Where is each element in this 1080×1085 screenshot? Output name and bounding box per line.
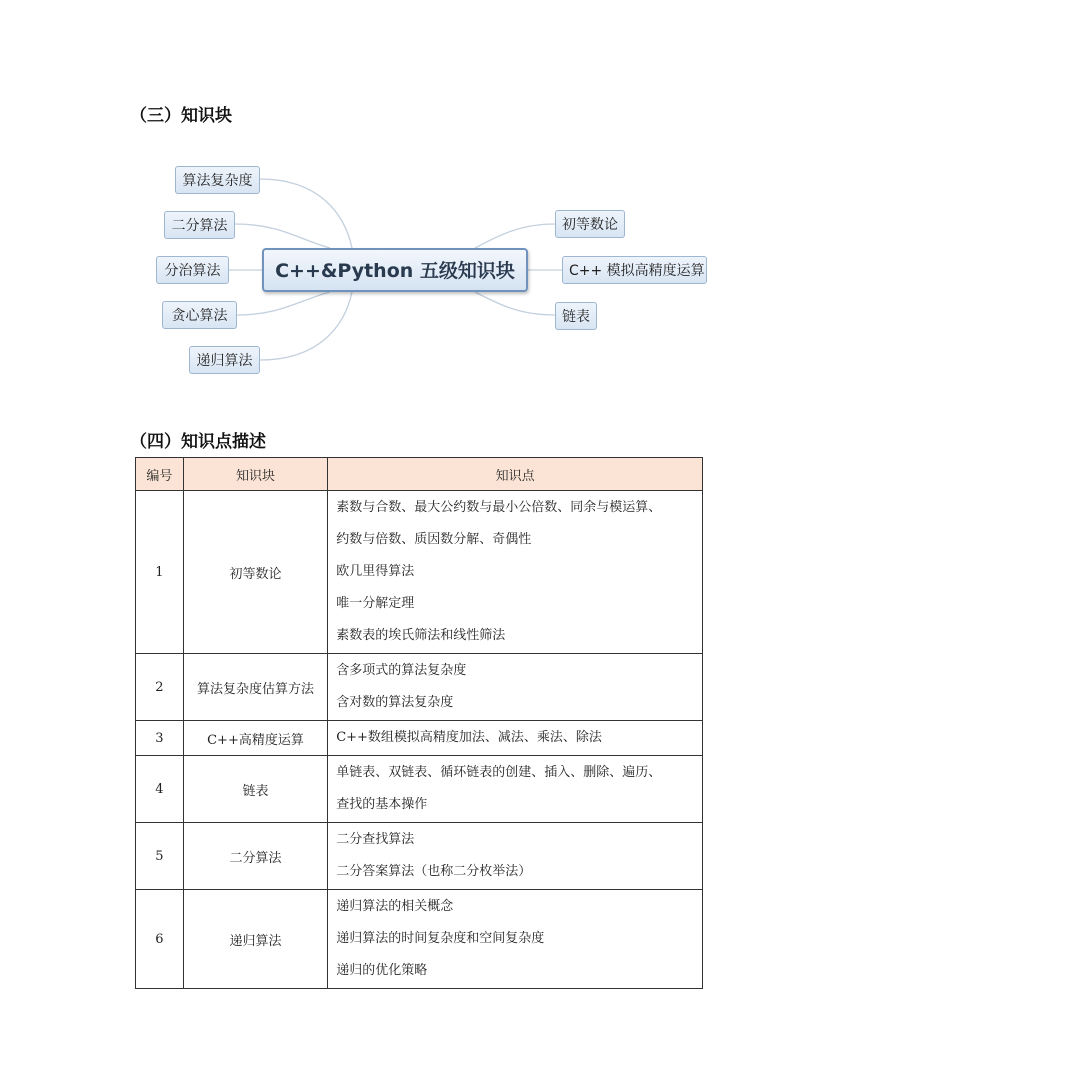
mindmap-node-linked-list: 链表 <box>555 302 597 330</box>
knowledge-point: 欧几里得算法 <box>336 564 415 579</box>
knowledge-point: 素数表的埃氏筛法和线性筛法 <box>336 628 506 643</box>
knowledge-point: 素数与合数、最大公约数与最小公倍数、同余与模运算、 <box>336 500 662 515</box>
row-number: 1 <box>136 491 184 654</box>
mindmap-central-node: C++&Python 五级知识块 <box>262 248 528 292</box>
knowledge-point: 含对数的算法复杂度 <box>336 695 454 710</box>
mindmap-node-divide-conquer: 分治算法 <box>156 256 229 284</box>
row-number: 5 <box>136 823 184 890</box>
row-block: 算法复杂度估算方法 <box>183 654 327 721</box>
table-row <box>136 756 703 823</box>
header-number: 编号 <box>136 458 184 491</box>
row-number: 3 <box>136 721 184 756</box>
knowledge-point: 递归算法的相关概念 <box>336 899 454 914</box>
section-title-knowledge-points: （四）知识点描述 <box>130 432 266 452</box>
row-points <box>328 890 703 989</box>
mindmap-node-recursion: 递归算法 <box>189 346 260 374</box>
knowledge-point: 二分答案算法（也称二分枚举法） <box>336 864 532 879</box>
mindmap-node-high-precision: C++ 模拟高精度运算 <box>562 256 707 284</box>
section-title-knowledge-blocks: （三）知识块 <box>130 106 232 126</box>
row-block: C++高精度运算 <box>183 721 327 756</box>
knowledge-point: 递归的优化策略 <box>336 963 428 978</box>
mindmap-connectors <box>0 0 1080 420</box>
row-points <box>328 721 703 756</box>
header-points: 知识点 <box>328 458 703 491</box>
knowledge-point: C++数组模拟高精度加法、减法、乘法、除法 <box>336 730 602 745</box>
knowledge-points-table <box>135 457 703 989</box>
row-block: 递归算法 <box>183 890 327 989</box>
knowledge-point: 唯一分解定理 <box>336 596 415 611</box>
mindmap-node-greedy: 贪心算法 <box>162 301 237 329</box>
row-block: 二分算法 <box>183 823 327 890</box>
table-header-row <box>136 458 703 491</box>
knowledge-point: 约数与倍数、质因数分解、奇偶性 <box>336 532 532 547</box>
row-points <box>328 756 703 823</box>
row-points <box>328 491 703 654</box>
table-row <box>136 721 703 756</box>
table-row <box>136 654 703 721</box>
mindmap-node-binary-algorithm: 二分算法 <box>164 211 235 239</box>
knowledge-point: 递归算法的时间复杂度和空间复杂度 <box>336 931 545 946</box>
row-number: 2 <box>136 654 184 721</box>
table-row <box>136 491 703 654</box>
row-block: 链表 <box>183 756 327 823</box>
row-points <box>328 654 703 721</box>
mindmap-node-algorithm-complexity: 算法复杂度 <box>175 166 260 194</box>
row-block: 初等数论 <box>183 491 327 654</box>
table-row <box>136 823 703 890</box>
knowledge-point: 单链表、双链表、循环链表的创建、插入、删除、遍历、 <box>336 765 662 780</box>
knowledge-point: 二分查找算法 <box>336 832 415 847</box>
row-points <box>328 823 703 890</box>
mindmap-node-number-theory: 初等数论 <box>555 210 625 238</box>
knowledge-point: 查找的基本操作 <box>336 797 428 812</box>
header-block: 知识块 <box>183 458 327 491</box>
table-row <box>136 890 703 989</box>
knowledge-point: 含多项式的算法复杂度 <box>336 663 467 678</box>
row-number: 4 <box>136 756 184 823</box>
row-number: 6 <box>136 890 184 989</box>
